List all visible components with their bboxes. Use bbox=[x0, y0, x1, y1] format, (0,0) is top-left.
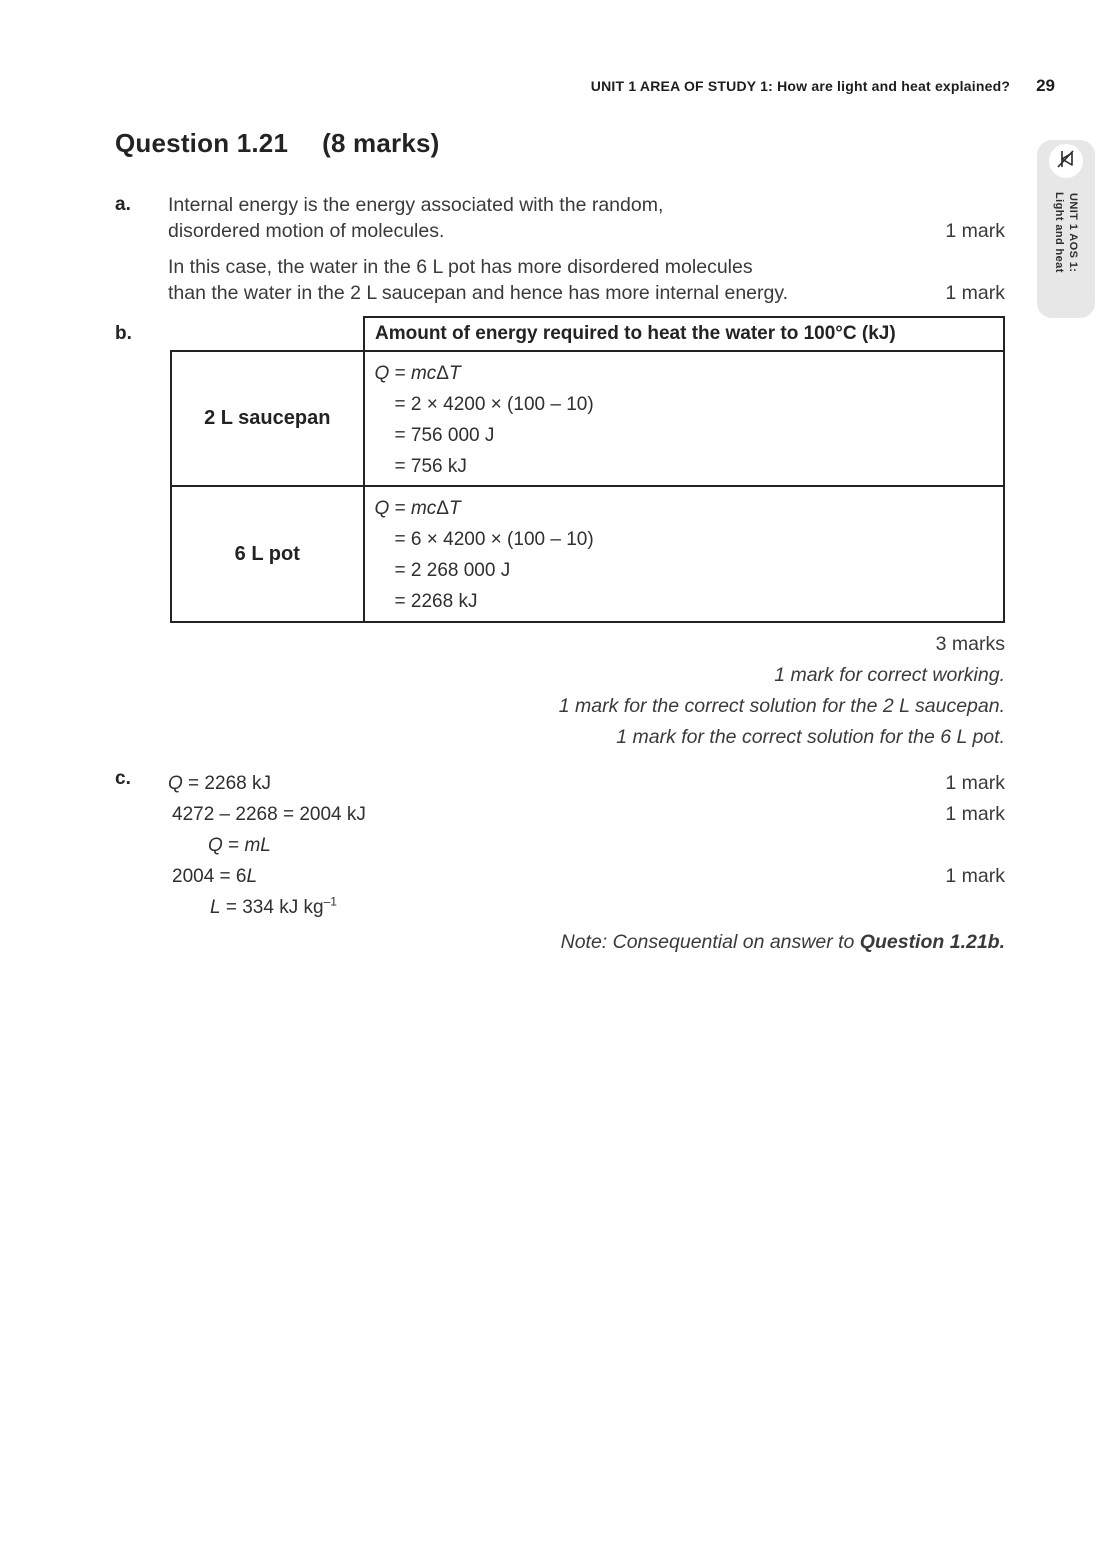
answer-line: disordered motion of molecules. bbox=[168, 220, 445, 242]
part-a-answer bbox=[168, 192, 1005, 316]
part-a-paragraph-2 bbox=[168, 254, 1005, 306]
working-line bbox=[168, 830, 1005, 861]
working-line bbox=[168, 861, 1005, 892]
answer-line: In this case, the water in the 6 L pot has more disordered molecules bbox=[168, 256, 753, 278]
side-tab-label-line1: UNIT 1 AOS 1: bbox=[1067, 192, 1079, 273]
working-line: = 6 × 4200 × (100 – 10) bbox=[394, 529, 594, 550]
mark-badge: 1 mark bbox=[945, 282, 1005, 304]
answer-line: than the water in the 2 L saucepan and hence has more internal energy. bbox=[168, 282, 789, 304]
mark-badge: 1 mark bbox=[945, 220, 1005, 242]
mark-badge: 1 mark bbox=[945, 803, 1005, 825]
formula: 4272 – 2268 = 2004 kJ bbox=[172, 804, 366, 825]
part-a bbox=[115, 192, 1005, 316]
working-line: = 2 268 000 J bbox=[394, 560, 511, 581]
working-line bbox=[168, 799, 1005, 830]
part-c-label: c. bbox=[115, 768, 131, 789]
part-c bbox=[115, 768, 1005, 958]
side-tab-label-line2: Light and heat bbox=[1053, 192, 1065, 273]
working-line: = 2268 kJ bbox=[394, 591, 478, 612]
working-line bbox=[168, 892, 1005, 923]
working-line: = 756 kJ bbox=[394, 456, 467, 477]
answer-table bbox=[170, 316, 1005, 623]
mark-note: 1 mark for the correct solution for the 6 L pot. bbox=[616, 726, 1005, 748]
mark-badge: 1 mark bbox=[945, 865, 1005, 887]
question-marks: (8 marks) bbox=[322, 128, 440, 158]
working-line: Q = mcΔT bbox=[374, 498, 461, 519]
question-number: Question 1.21 bbox=[115, 128, 289, 158]
row-working-cell bbox=[363, 485, 1005, 623]
marks-total: 3 marks bbox=[935, 633, 1005, 655]
table-row bbox=[170, 350, 1005, 487]
mark-note: 1 mark for the correct solution for the 2 L saucepan. bbox=[558, 695, 1005, 717]
row-working-cell bbox=[363, 350, 1005, 487]
row-item-label: 6 L pot bbox=[170, 485, 365, 623]
side-tab-label bbox=[1052, 192, 1080, 273]
light-and-heat-icon bbox=[1056, 148, 1076, 175]
working-line: = 756 000 J bbox=[394, 425, 495, 446]
table-header-cell: Amount of energy required to heat the water to 100°C (kJ) bbox=[363, 316, 1005, 352]
unit-side-tab bbox=[1037, 140, 1095, 318]
answer-line: Internal energy is the energy associated with the random, bbox=[168, 194, 664, 216]
table-row bbox=[170, 485, 1005, 623]
consequential-note bbox=[168, 927, 1005, 958]
row-item-label: 2 L saucepan bbox=[170, 350, 365, 487]
note-text: Note: Consequential on answer to bbox=[560, 931, 860, 953]
note-reference: Question 1.21b. bbox=[859, 931, 1005, 953]
part-a-label: a. bbox=[115, 194, 131, 215]
running-head bbox=[115, 76, 1055, 96]
page-number: 29 bbox=[1036, 76, 1055, 95]
question-title bbox=[115, 128, 440, 159]
running-head-title: UNIT 1 AREA OF STUDY 1: How are light and heat explained? bbox=[590, 78, 1011, 94]
mark-badge: 1 mark bbox=[945, 772, 1005, 794]
tab-icon-circle bbox=[1049, 144, 1083, 178]
formula: Q = 2268 kJ bbox=[168, 773, 271, 794]
formula: Q = mL bbox=[208, 835, 271, 856]
formula: L = 334 kJ $kg^{-1}$ bbox=[210, 894, 337, 918]
working-line: Q = mcΔT bbox=[374, 363, 461, 384]
part-c-answer bbox=[168, 768, 1005, 958]
working-line: = 2 × 4200 × (100 – 10) bbox=[394, 394, 594, 415]
part-b-label: b. bbox=[115, 323, 132, 344]
working-line bbox=[168, 768, 1005, 799]
mark-note: 1 mark for correct working. bbox=[774, 664, 1005, 686]
formula: 2004 = 6L bbox=[172, 866, 258, 887]
marks-summary bbox=[115, 629, 1005, 753]
part-a-paragraph-1 bbox=[168, 192, 1005, 244]
